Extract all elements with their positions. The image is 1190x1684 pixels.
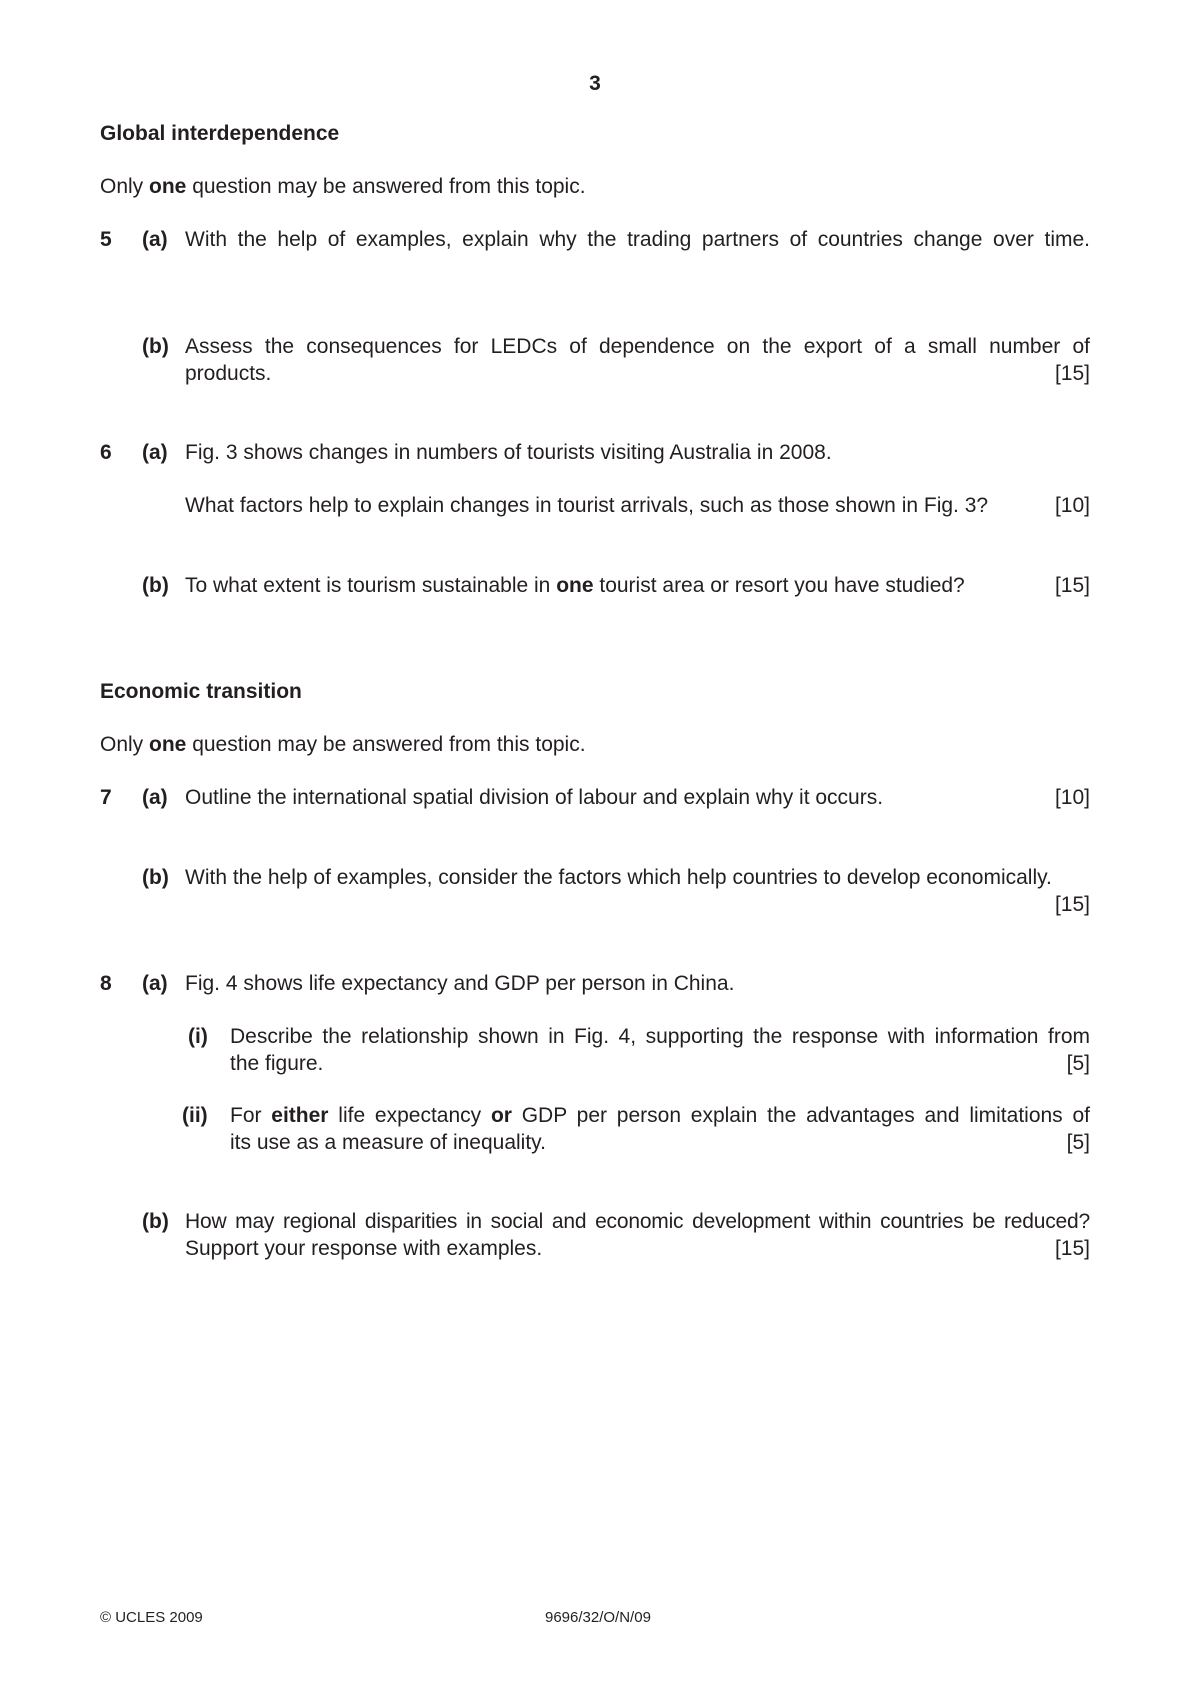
part-label: (a) [142, 228, 168, 251]
mark-allocation: [5] [1066, 1131, 1090, 1154]
subpart-label: (i) [188, 1025, 208, 1048]
subpart-label: (ii) [182, 1104, 208, 1127]
question-text: How may regional disparities in social and economic development within countries be reduced? Support your response with examples. [15] [185, 1210, 1090, 1260]
question-text: With the help of examples, consider the factors which help countries to develop economically. [15] [185, 866, 1090, 916]
section-heading-global-interdependence: Global interdependence [100, 122, 340, 145]
question-text: Assess the consequences for LEDCs of dependence on the export of a small number of products. [15] [185, 335, 1090, 385]
mark-allocation: [5] [1066, 1052, 1090, 1075]
part-label: (a) [142, 786, 168, 809]
footer-copyright: © UCLES 2009 [100, 1609, 203, 1626]
mark-allocation: [15] [1054, 1237, 1090, 1260]
question-text: Fig. 3 shows changes in numbers of tourists visiting Australia in 2008. [185, 441, 832, 464]
part-label: (b) [142, 574, 169, 597]
section-intro: Only one question may be answered from this topic. [100, 175, 586, 198]
part-label: (a) [142, 972, 168, 995]
question-text: Outline the international spatial division of labour and explain why it occurs. [10] [185, 786, 1090, 809]
footer-paper-code: 9696/32/O/N/09 [545, 1609, 651, 1626]
part-label: (a) [142, 441, 168, 464]
mark-allocation: [10] [1054, 494, 1090, 517]
mark-allocation: [15] [1054, 362, 1090, 385]
section-intro: Only one question may be answered from this topic. [100, 733, 586, 756]
section-heading-economic-transition: Economic transition [100, 680, 302, 703]
question-text: For either life expectancy or GDP per person explain the advantages and limitations of its use as a measure of inequality. [5] [230, 1104, 1090, 1154]
question-text: Describe the relationship shown in Fig. 4, supporting the response with information from the figure. [5] [230, 1025, 1090, 1075]
mark-allocation: [15] [1054, 574, 1090, 597]
part-label: (b) [142, 335, 169, 358]
question-number: 6 [100, 441, 112, 464]
question-number: 7 [100, 786, 112, 809]
mark-allocation: [10] [1054, 786, 1090, 809]
question-number: 5 [100, 228, 112, 251]
part-label: (b) [142, 1210, 169, 1233]
question-number: 8 [100, 972, 112, 995]
part-label: (b) [142, 866, 169, 889]
question-text: Fig. 4 shows life expectancy and GDP per person in China. [185, 972, 735, 995]
mark-allocation: [15] [1054, 893, 1090, 916]
question-text: With the help of examples, explain why the trading partners of countries change over time. [185, 228, 1090, 251]
page-number: 3 [589, 72, 601, 95]
question-text: To what extent is tourism sustainable in one tourist area or resort you have studied? [15] [185, 574, 1090, 597]
question-text: What factors help to explain changes in tourist arrivals, such as those shown in Fig. 3? [10] [185, 494, 1090, 517]
